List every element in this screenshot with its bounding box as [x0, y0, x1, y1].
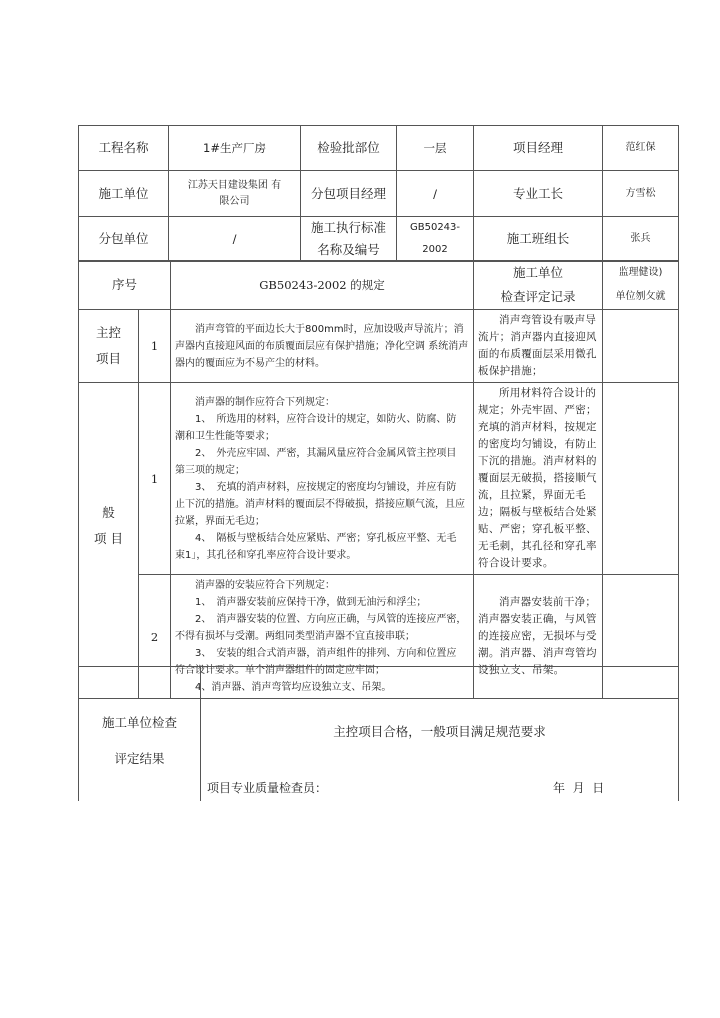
team-leader-label: 施工班组长	[474, 217, 603, 262]
general-item-2-record-text: 消声器安装前干净；消声器安装正确，与风管的连接应密，无损坏与受潮。消声器、消声弯管均设独立支、吊架。	[478, 596, 597, 676]
standard-label-line1: 施工执行标准	[310, 220, 386, 235]
standard-code-line1: GB50243-	[409, 222, 461, 233]
general-item-2-point: 4、消声器、消声弯管均应设独立支、吊架。	[195, 682, 392, 693]
general-label-line1: 般	[102, 505, 115, 520]
result-label-line1: 施工单位检查	[101, 715, 177, 730]
result-content	[201, 667, 679, 801]
main-control-label-line2: 项目	[95, 351, 121, 366]
foreman-label: 专业工长	[474, 171, 603, 217]
general-item-2-point: 1、 消声器安装前应保持干净，做到无油污和浮尘；	[195, 597, 427, 608]
result-label-line2: 评定结果	[114, 751, 165, 766]
main-control-label	[79, 310, 139, 383]
general-item-2-no: 2	[139, 575, 171, 699]
main-control-supervisor	[603, 310, 679, 383]
sub-pm: /	[397, 171, 474, 217]
main-control-rule	[171, 310, 474, 383]
main-control-record-text: 消声弯管设有吸声导流片；消声器内直接迎风面的布质覆面层采用微孔板保护措施；	[478, 314, 597, 377]
general-item-1-record	[474, 383, 603, 575]
general-item-1-record-text: 所用材料符合设计的规定；外壳牢固、严密；充填的消声材料，按规定的密度均匀铺设，有防止下沉的措施。消声材料的覆面层无破损，搭接顺气流，且拉紧，界面无毛边；隔板与壁板结合处紧贴、严密；穿孔板平整、无毛刺，其孔径和穿孔率符合设计要求。	[478, 387, 597, 569]
batch-location: 一层	[397, 126, 474, 171]
subcontractor-label: 分包单位	[79, 217, 169, 262]
general-item-1-intro: 消声器的制作应符合下列规定：	[195, 396, 336, 408]
general-item-1-supervisor	[603, 383, 679, 575]
main-control-rule-text: 消声弯管的平面边长大于800mm时，应加设吸声导流片；消声器内直接迎风面的布质覆面层应有保护措施；净化空调 系统消声器内的覆面应为不易产尘的材料。	[175, 323, 469, 369]
result-table	[78, 666, 679, 801]
standard-code-line2: 2002	[422, 244, 448, 255]
standard-code	[397, 217, 474, 262]
record-header-line2: 检查评定记录	[500, 289, 576, 304]
general-label-line2: 项 目	[94, 531, 123, 546]
record-header-line1: 施工单位	[513, 265, 564, 280]
result-conclusion: 主控项目合格，一般项目满足规范要求	[333, 724, 546, 739]
foreman: 方雪松	[603, 171, 679, 217]
rules-header: GB50243-2002 的规定	[171, 261, 474, 310]
general-label	[79, 383, 139, 699]
contractor-label: 施工单位	[79, 171, 169, 217]
project-name: 1#生产厂房	[169, 126, 301, 171]
project-manager: 范红保	[603, 126, 679, 171]
general-item-2-point: 2、 消声器安装的位置、方向应正确，与风管的连接应严密， 不得有损坏与受潮。两组同类型消声器不宜直接串联；	[175, 614, 467, 642]
record-header	[474, 261, 603, 310]
general-item-2-intro: 消声器的安装应符合下列规定：	[195, 580, 336, 591]
contractor: 江苏天目建设集团 有限公司	[169, 171, 301, 217]
supervisor-header-line1: 监理健设)	[618, 267, 663, 278]
project-manager-label: 项目经理	[474, 126, 603, 171]
project-info-table	[78, 125, 679, 262]
general-item-1-rule	[171, 383, 474, 575]
supervisor-header-line2: 单位刎攵就	[615, 291, 666, 302]
seq-header: 序号	[79, 261, 171, 310]
general-item-1-point: 1、 所选用的材料，应符合设计的规定，如防火、防腐、防 潮和卫生性能等要求；	[175, 413, 457, 442]
standard-label	[301, 217, 397, 262]
main-control-label-line1: 主控	[95, 325, 121, 340]
sub-pm-label: 分包项目经理	[301, 171, 397, 217]
team-leader: 张兵	[603, 217, 679, 262]
date-label: 年 月 日	[553, 781, 605, 795]
general-item-1-point: 3、 充填的消声材料，应按规定的密度均匀铺设，并应有防 止下沉的措施。消声材料的覆面层不得破损，搭接应顺气流，且应拉紧，界面无毛边；	[175, 481, 466, 527]
general-item-1-point: 2、 外壳应牢固、严密，其漏风量应符合金属风管主控项目 第三项的规定；	[175, 447, 457, 476]
inspector-label: 项目专业质量检查员：	[207, 781, 328, 795]
project-name-label: 工程名称	[79, 126, 169, 171]
supervisor-header	[603, 261, 679, 310]
general-item-1-no: 1	[139, 383, 171, 575]
general-item-1-point: 4、 隔板与壁板结合处应紧贴、严密；穿孔板应平整、无毛 束1」，其孔径和穿孔率应符合设计要求。	[175, 532, 457, 561]
general-item-2-point: 3、 安装的组合式消声器，消声组件的排列、方向和位置应 符合设计要求。单个消声器组件的固定应牢固；	[175, 648, 457, 676]
main-control-no: 1	[139, 310, 171, 383]
batch-location-label: 检验批部位	[301, 126, 397, 171]
subcontractor: /	[169, 217, 301, 262]
main-control-record	[474, 310, 603, 383]
standard-label-line2: 名称及编号	[317, 242, 380, 257]
inspection-items-table	[78, 260, 679, 699]
result-label	[79, 667, 201, 801]
